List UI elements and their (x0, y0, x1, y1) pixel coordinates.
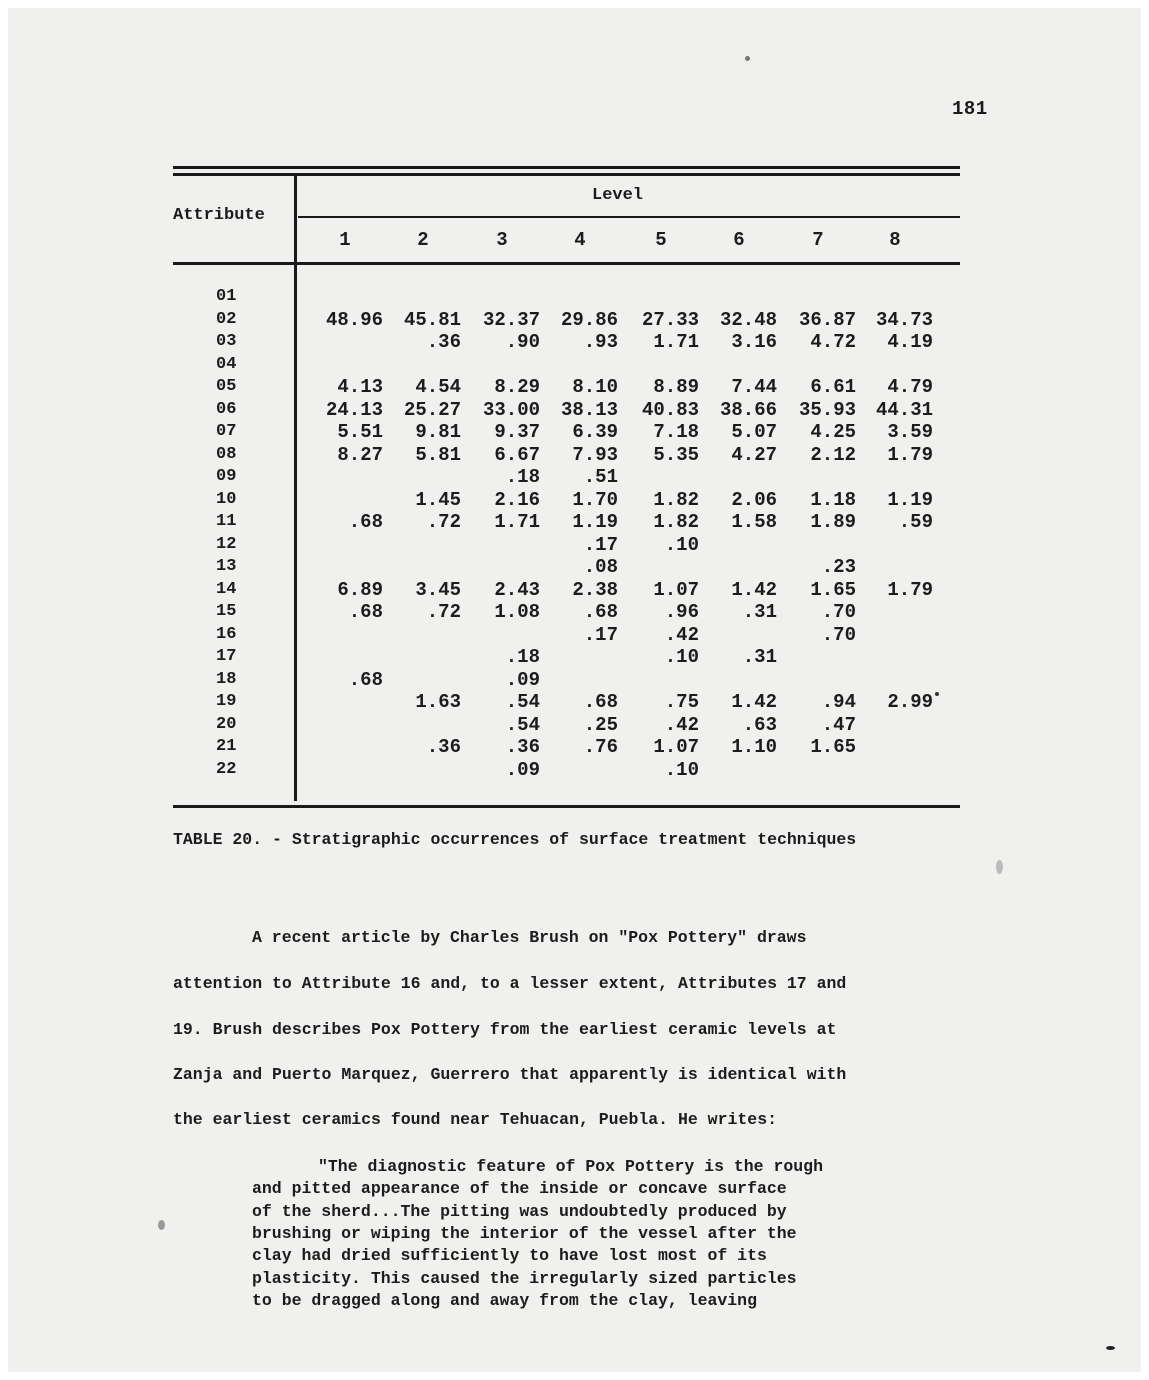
quote-line: clay had dried sufficiently to have lost most of its (252, 1246, 767, 1266)
table-cell: .36 (505, 736, 540, 758)
table-cell: 2.43 (494, 578, 540, 601)
table-cell: .90 (505, 331, 540, 353)
table-cell: 4.25 (810, 421, 856, 443)
table-cell: .70 (821, 623, 856, 646)
attribute-code: 16 (216, 624, 237, 644)
table-cell (863, 534, 933, 557)
table-cell (313, 354, 383, 377)
attribute-code: 03 (216, 332, 237, 351)
table-cell: 6.89 (337, 578, 383, 601)
table-cell: 35.93 (798, 398, 856, 421)
table-cell: 25.27 (403, 398, 461, 421)
table-cell: 1.58 (731, 511, 777, 533)
table-cell: 1.82 (653, 511, 699, 533)
table-cell: 6.61 (810, 376, 856, 398)
table-cell: 24.13 (325, 398, 383, 421)
table-cell: 34.73 (875, 308, 933, 331)
level-header-2: 2 (417, 229, 429, 251)
table-cell: 1.19 (887, 488, 933, 511)
table-cell (391, 646, 461, 669)
table-cell: .23 (821, 556, 856, 578)
attribute-code: 15 (216, 602, 237, 621)
table-cell: .31 (742, 601, 777, 623)
table-cell: 4.13 (337, 376, 383, 398)
attribute-code: 11 (216, 512, 237, 531)
table-cell: 33.00 (482, 398, 540, 421)
text-line: A recent article by Charles Brush on "Pox Pottery" draws (252, 928, 807, 947)
attribute-code: 17 (216, 647, 237, 666)
table-cell (707, 556, 777, 579)
attribute-code: 12 (216, 534, 237, 554)
table-cell: 1.65 (810, 578, 856, 601)
text-line: attention to Attribute 16 and, to a lesser extent, Attributes 17 and (173, 974, 847, 993)
text-line: Zanja and Puerto Marquez, Guerrero that apparently is identical with (173, 1065, 847, 1084)
table-cell: 1.63 (415, 691, 461, 713)
table-cell (863, 646, 933, 669)
table-cell: 1.07 (653, 736, 699, 758)
table-cell: 1.70 (572, 488, 618, 511)
quote-line: "The diagnostic feature of Pox Pottery is the rough (318, 1157, 823, 1176)
table-cell (313, 624, 383, 647)
table-cell (707, 354, 777, 377)
table-cell (863, 601, 933, 624)
attribute-code: 04 (216, 354, 237, 374)
table-cell: .68 (348, 511, 383, 533)
table-cell: .47 (821, 713, 856, 736)
table-cell: 1.71 (494, 511, 540, 533)
table-cell: 40.83 (641, 398, 699, 421)
table-cell (707, 624, 777, 647)
table-cell: .63 (742, 713, 777, 736)
table-cell: .10 (664, 533, 699, 556)
table-top-rule (173, 166, 960, 169)
table-cell: 3.45 (415, 578, 461, 601)
table-cell: 29.86 (560, 308, 618, 331)
table-cell: 4.79 (887, 376, 933, 398)
table-cell (707, 759, 777, 782)
table-cell: 48.96 (325, 308, 383, 331)
table-cell: 6.39 (572, 421, 618, 443)
level-header-1: 1 (339, 229, 351, 251)
table-cell (786, 286, 856, 309)
level-header-rule (298, 216, 960, 218)
table-cell (470, 286, 540, 309)
table-cell: 1.65 (810, 736, 856, 758)
table-cell: .36 (426, 736, 461, 758)
table-cell: 2.06 (731, 488, 777, 511)
table-cell (391, 466, 461, 489)
quote-line: brushing or wiping the interior of the vessel after the (252, 1223, 797, 1243)
table-cell: .17 (583, 533, 618, 556)
attribute-code: 13 (216, 557, 237, 576)
table-cell: 1.07 (653, 578, 699, 601)
table-cell (313, 759, 383, 782)
table-cell (391, 669, 461, 692)
table-cell: 4.72 (810, 331, 856, 353)
table-cell: .72 (426, 601, 461, 623)
table-cell (470, 624, 540, 647)
table-cell: 1.82 (653, 488, 699, 511)
table-cell: 1.42 (731, 691, 777, 713)
table-cell (629, 466, 699, 489)
table-cell: 1.18 (810, 488, 856, 511)
level-column-3 (470, 286, 540, 781)
table-cell: .42 (664, 623, 699, 646)
level-header-3: 3 (496, 229, 508, 251)
table-cell: 45.81 (403, 308, 461, 331)
attribute-code: 20 (216, 714, 237, 734)
attribute-column-header: Attribute (173, 206, 265, 225)
table-cell: 1.89 (810, 511, 856, 533)
table-cell: .17 (583, 623, 618, 646)
table-cell (548, 669, 618, 692)
attribute-code: 02 (216, 309, 237, 329)
table-cell: 7.93 (572, 443, 618, 466)
table-cell (313, 489, 383, 512)
table-cell: .68 (583, 601, 618, 623)
table-cell: 2.38 (572, 578, 618, 601)
quote-line: and pitted appearance of the inside or concave surface (252, 1179, 787, 1199)
level-header-6: 6 (733, 229, 745, 251)
table-cell: 27.33 (641, 308, 699, 331)
table-cell (786, 759, 856, 782)
attribute-code: 06 (216, 399, 237, 419)
table-cell (313, 556, 383, 579)
table-cell: 36.87 (798, 308, 856, 331)
quote-line: plasticity. This caused the irregularly sized particles (252, 1268, 797, 1288)
table-cell (863, 286, 933, 309)
attribute-code: 01 (216, 287, 237, 306)
table-cell: 1.19 (572, 511, 618, 533)
table-cell (391, 624, 461, 647)
table-cell (786, 534, 856, 557)
level-column-8 (863, 286, 933, 781)
table-cell: .96 (664, 601, 699, 623)
table-cell (863, 354, 933, 377)
table-cell: 8.89 (653, 376, 699, 398)
table-cell: 2.16 (494, 488, 540, 511)
table-cell (707, 286, 777, 309)
table-cell (629, 556, 699, 579)
table-cell (786, 466, 856, 489)
table-cell (863, 714, 933, 737)
level-spanning-header: Level (592, 186, 644, 205)
table-cell: 9.37 (494, 421, 540, 443)
table-cell (863, 736, 933, 759)
table-cell (548, 759, 618, 782)
table-top-rule-double (173, 173, 960, 176)
table-cell: 5.51 (337, 421, 383, 443)
table-cell: .54 (505, 713, 540, 736)
level-header-5: 5 (655, 229, 667, 251)
table-cell (548, 286, 618, 309)
table-cell (313, 646, 383, 669)
table-cell (863, 624, 933, 647)
attribute-code: 21 (216, 737, 237, 756)
table-cell: 3.16 (731, 331, 777, 353)
table-cell: 1.71 (653, 331, 699, 353)
table-bottom-rule (173, 805, 960, 808)
table-cell (391, 534, 461, 557)
attribute-code: 14 (216, 579, 237, 599)
table-cell: 1.79 (887, 578, 933, 601)
table-cell: 7.44 (731, 376, 777, 398)
attribute-code: 05 (216, 377, 237, 396)
table-cell (313, 331, 383, 354)
attribute-code: 08 (216, 444, 237, 464)
table-cell: .09 (505, 758, 540, 781)
table-cell: 2.99 (887, 691, 933, 713)
table-cell: 9.81 (415, 421, 461, 443)
table-cell: 8.29 (494, 376, 540, 398)
level-column-1 (313, 286, 383, 781)
table-cell: 1.42 (731, 578, 777, 601)
table-cell: 2.12 (810, 443, 856, 466)
level-header-7: 7 (812, 229, 824, 251)
table-cell (629, 286, 699, 309)
text-line: 19. Brush describes Pox Pottery from the earliest ceramic levels at (173, 1020, 837, 1039)
table-cell (313, 691, 383, 714)
table-cell: .10 (664, 758, 699, 781)
quote-line: to be dragged along and away from the clay, leaving (252, 1290, 757, 1310)
table-cell: .76 (583, 736, 618, 758)
table-cell: 44.31 (875, 398, 933, 421)
table-cell: 4.19 (887, 331, 933, 353)
page-number: 181 (952, 98, 988, 120)
attribute-code: 19 (216, 692, 237, 711)
attribute-code: 18 (216, 669, 237, 689)
table-cell: 5.07 (731, 421, 777, 443)
table-cell: .93 (583, 331, 618, 353)
table-cell: 1.10 (731, 736, 777, 758)
table-cell (786, 354, 856, 377)
paper-speck (1106, 1346, 1115, 1350)
table-cell (786, 669, 856, 692)
table-cell (470, 556, 540, 579)
table-cell (629, 669, 699, 692)
table-cell: .68 (348, 668, 383, 691)
attribute-code: 22 (216, 759, 237, 779)
table-cell: .18 (505, 646, 540, 668)
table-cell: .54 (505, 691, 540, 713)
table-cell: 32.37 (482, 308, 540, 331)
table-cell: 5.35 (653, 443, 699, 466)
level-column-7 (786, 286, 856, 781)
table-cell (863, 759, 933, 782)
paper-speck (745, 56, 750, 61)
table-cell: .25 (583, 713, 618, 736)
table-cell (391, 714, 461, 737)
attribute-code-column (216, 286, 236, 781)
paper-speck (996, 860, 1003, 874)
table-cell (707, 534, 777, 557)
table-cell: 3.59 (887, 421, 933, 443)
attribute-code: 07 (216, 422, 237, 441)
table-cell: .18 (505, 466, 540, 488)
table-cell: 8.10 (572, 376, 618, 398)
table-cell: 4.54 (415, 376, 461, 398)
paper-speck (158, 1220, 165, 1230)
table-cell (707, 466, 777, 489)
table-cell: .31 (742, 646, 777, 668)
table-caption: TABLE 20. - Stratigraphic occurrences of surface treatment techniques (173, 830, 857, 849)
header-bottom-rule (173, 262, 960, 265)
table-cell: .70 (821, 601, 856, 623)
attribute-code: 09 (216, 467, 237, 486)
table-cell: 4.27 (731, 443, 777, 466)
level-header-4: 4 (574, 229, 586, 251)
table-cell: .10 (664, 646, 699, 668)
table-cell (313, 714, 383, 737)
table-cell (313, 736, 383, 759)
quote-line: of the sherd...The pitting was undoubtedly produced by (252, 1201, 787, 1221)
table-cell: 38.66 (719, 398, 777, 421)
table-cell: .08 (583, 556, 618, 578)
table-cell (863, 556, 933, 579)
level-column-2 (391, 286, 461, 781)
level-column-4 (548, 286, 618, 781)
table-cell (786, 646, 856, 669)
level-column-6 (707, 286, 777, 781)
table-cell (863, 466, 933, 489)
stub-column-divider (294, 174, 297, 801)
table-cell (548, 354, 618, 377)
table-cell (391, 556, 461, 579)
table-cell (313, 286, 383, 309)
table-cell: 1.08 (494, 601, 540, 623)
table-cell: .94 (821, 691, 856, 713)
level-header-8: 8 (889, 229, 901, 251)
table-cell: .09 (505, 668, 540, 691)
table-cell (470, 354, 540, 377)
table-cell (548, 646, 618, 669)
table-cell: .72 (426, 511, 461, 533)
table-cell: .75 (664, 691, 699, 713)
table-cell: 38.13 (560, 398, 618, 421)
table-cell (629, 354, 699, 377)
table-cell: .68 (348, 601, 383, 623)
table-cell: 8.27 (337, 443, 383, 466)
level-column-5 (629, 286, 699, 781)
table-cell (313, 534, 383, 557)
attribute-code: 10 (216, 489, 237, 509)
table-cell (391, 354, 461, 377)
table-cell: .51 (583, 466, 618, 488)
table-cell (863, 669, 933, 692)
table-cell (391, 286, 461, 309)
table-cell: 5.81 (415, 443, 461, 466)
table-cell: .68 (583, 691, 618, 713)
table-cell (707, 669, 777, 692)
table-cell (470, 534, 540, 557)
table-cell: 6.67 (494, 443, 540, 466)
table-cell: 1.45 (415, 488, 461, 511)
text-line: the earliest ceramics found near Tehuacan, Puebla. He writes: (173, 1110, 777, 1129)
table-cell: 1.79 (887, 443, 933, 466)
table-cell: .36 (426, 331, 461, 353)
paper-speck (935, 692, 939, 696)
table-cell: .59 (898, 511, 933, 533)
table-cell: 32.48 (719, 308, 777, 331)
table-cell (313, 466, 383, 489)
document-page (8, 8, 1141, 1372)
table-cell: .42 (664, 713, 699, 736)
table-cell (391, 759, 461, 782)
table-cell: 7.18 (653, 421, 699, 443)
